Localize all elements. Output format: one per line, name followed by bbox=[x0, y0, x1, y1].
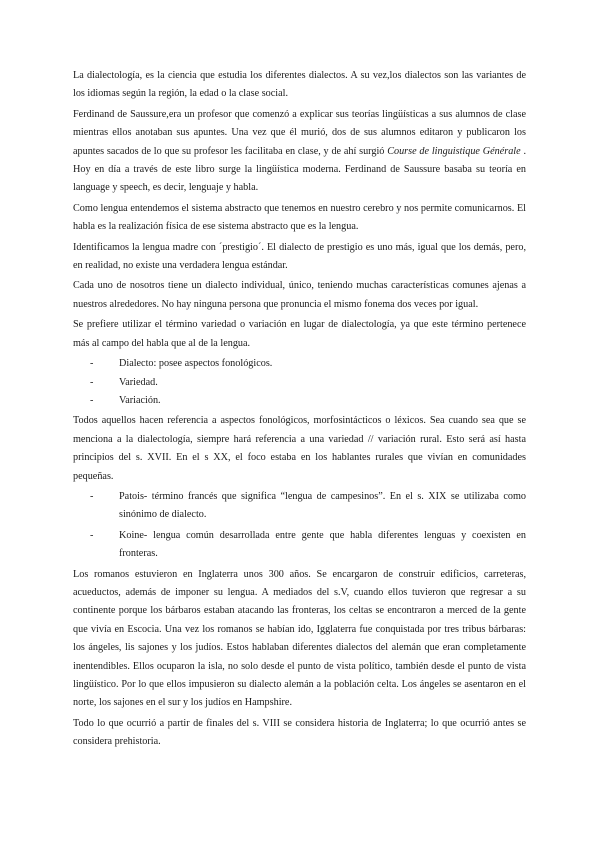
paragraph-variedad: Se prefiere utilizar el término variedad o variación en lugar de dialectología, ya que este término pertenece más al campo del habla que al de la lengua. bbox=[73, 319, 526, 349]
saussure-text-a: Ferdinand de Saussure,era un profesor que comenzó a explicar sus teorías lingüísticas a sus alumnos de clase mientras ellos anotaban sus apuntes. Una vez que él murió, dos de sus alumnos editaron y publicaron los apuntes sacados de lo que su profesor les facilitaba en clase, y de ahí surgió bbox=[73, 108, 526, 157]
paragraph-romanos: Los romanos estuvieron en Inglaterra unos 300 años. Se encargaron de construir edificios, carreteras, acueductos, además de imponer su lengua. A mediados del s.V, cuando ellos tuvieron que regresar a su continente porque los bárbaros estaban atacando las fronteras, los celtas se encontraron a merced de la gente que vivía en Escocia. Una vez los romanos se habían ido, Igglaterra fue conquistada por tres tribus bárbaras: los ángeles, lis sajones y los judíos. Estos hablaban diferentes dialectos del alemán que eran completamente inentendibles. Ellos ocuparon la isla, no solo desde el punto de vista político, también desde el punto de vista lingüístico. Por lo que ellos impusieron su dialecto alemán a la población celta. Los ángeles se asentaron en el norte, los sajones en el sur y los judíos en Hampshire. bbox=[73, 568, 526, 709]
saussure-text-b: . Hoy en día a través de este libro surge la lingüística moderna. Ferdinand de Saussure basaba su teoría en language y speech, es decir, lenguaje y habla. bbox=[73, 145, 527, 194]
list-item bbox=[73, 392, 526, 410]
paragraph-lengua: Como lengua entendemos el sistema abstracto que tenemos en nuestro cerebro y nos permite comunicarnos. El habla es la realización física de ese sistema abstracto que es la lengua. bbox=[73, 202, 526, 233]
list-item-text: Koine- lengua común desarrollada entre gente que habla diferentes lenguas y coexisten en fronteras. bbox=[119, 529, 526, 560]
dash-bullet: - bbox=[90, 394, 94, 406]
paragraph-saussure bbox=[73, 106, 526, 198]
list-item-text: Dialecto: posee aspectos fonológicos. bbox=[119, 358, 273, 370]
list-item-text: Patois- término francés que significa “lengua de campesinos”. En el s. XIX se utilizaba como sinónimo de dialecto. bbox=[119, 490, 526, 521]
dash-bullet: - bbox=[90, 376, 94, 388]
list-item-text: Variedad. bbox=[119, 376, 158, 388]
book-title: Course de linguistique Générale bbox=[387, 145, 521, 157]
paragraph-dialecto-individual: Cada uno de nosotros tiene un dialecto individual, único, teniendo muchas características comunes ajenas a nuestros alrededores. No hay ninguna persona que pronuncia el mismo fonema dos veces por igual. bbox=[73, 280, 526, 310]
list-item bbox=[73, 355, 526, 373]
dash-bullet: - bbox=[90, 529, 94, 541]
dash-bullet: - bbox=[90, 358, 94, 370]
list-aspectos bbox=[73, 355, 526, 410]
list-item bbox=[73, 527, 526, 564]
paragraph-historia: Todo lo que ocurrió a partir de finales del s. VIII se considera historia de Inglaterra; lo que ocurrió antes se considera prehistoria. bbox=[73, 717, 526, 748]
paragraph-referencias: Todos aquellos hacen referencia a aspectos fonológicos, morfosintácticos o léxicos. Sea cuando sea que se menciona a la dialectología, siempre hará referencia a una variedad // variación rural. Esto será así hasta principios del s. XVII. En el s XX, el foco estaba en los hablantes rurales que vivían en comunidades pequeñas. bbox=[73, 415, 526, 482]
paragraph-prestigio: Identificamos la lengua madre con ´prestigio´. El dialecto de prestigio es uno más, igual que los demás, pero, en realidad, no existe una verdadera lengua estándar. bbox=[73, 241, 526, 272]
list-terminos bbox=[73, 488, 526, 564]
list-item bbox=[73, 488, 526, 525]
paragraph-dialectologia: La dialectología, es la ciencia que estudia los diferentes dialectos. A su vez,los dialectos son las variantes de los idiomas según la región, la edad o la clase social. bbox=[73, 70, 526, 100]
list-item-text: Variación. bbox=[119, 394, 161, 406]
list-item bbox=[73, 374, 526, 392]
dash-bullet: - bbox=[90, 490, 94, 502]
